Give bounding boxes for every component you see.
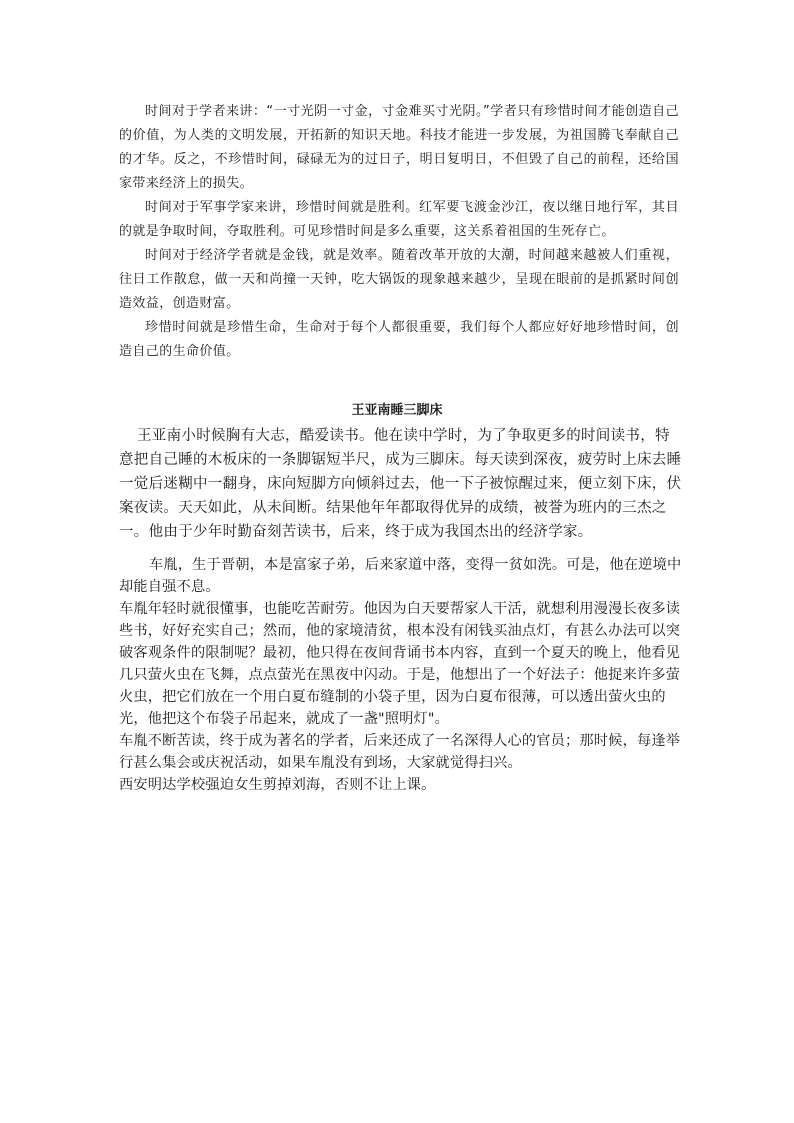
che-yin-paragraph-scholar: 车胤不断苦读，终于成为著名的学者，后来还成了一名深得人心的官员；那时候，每逢举行甚么集会或庆祝活动，如果车胤没有到场，大家就觉得扫兴。 bbox=[119, 733, 681, 771]
essay-paragraph-conclusion: 珍惜时间就是珍惜生命，生命对于每个人都很重要，我们每个人都应好好地珍惜时间，创造自己的生命价值。 bbox=[119, 320, 679, 359]
essay-paragraph-economists: 时间对于经济学者就是金钱，就是效率。随着改革开放的大潮，时间越来越被人们重视，往日工作散怠，做一天和尚撞一天钟，吃大锅饭的现象越来越少，呈现在眼前的是抓紧时间创造效益，创造财富。 bbox=[119, 248, 679, 311]
che-yin-paragraph-fireflies: 车胤年轻时就很懂事，也能吃苦耐劳。他因为白天要帮家人干活，就想利用漫漫长夜多读些书，好好充实自己；然而，他的家境清贫，根本没有闲钱买油点灯，有甚么办法可以突破客观条件的限制呢？最初，他只得在夜间背诵书本内容，直到一个夏天的晚上，他看见几只萤火虫在飞舞，点点萤光在黑夜中闪动。于是，他想出了一个好法子：他捉来许多萤火虫，把它们放在一个用白夏布缝制的小袋子里，因为白夏布很薄，可以透出萤火虫的光，他把这个布袋子吊起来，就成了一盏"照明灯"。 bbox=[119, 601, 681, 727]
essay-paragraph-military: 时间对于军事学家来讲，珍惜时间就是胜利。红军要飞渡金沙江，夜以继日地行军，其目的就是争取时间，夺取胜利。可见珍惜时间是多么重要，这关系着祖国的生死存亡。 bbox=[119, 200, 679, 239]
essay-paragraph-scholars: 时间对于学者来讲：“一寸光阴一寸金，寸金难买寸光阴。”学者只有珍惜时间才能创造自己的价值，为人类的文明发展，开拓新的知识天地。科技才能进一步发展，为祖国腾飞奉献自己的才华。反之，不珍惜时间，碌碌无为的过日子，明日复明日，不但毁了自己的前程，还给国家带来经济上的损失。 bbox=[119, 104, 679, 191]
story-title: 王亚南睡三脚床 bbox=[351, 403, 443, 418]
che-yin-paragraph-intro: 车胤，生于晋朝，本是富家子弟，后来家道中落，变得一贫如洗。可是，他在逆境中却能自强不息。 bbox=[119, 557, 682, 595]
story-wang-yanan bbox=[119, 424, 684, 544]
news-line: 西安明达学校强迫女生剪掉刘海，否则不让上课。 bbox=[119, 777, 436, 793]
story-paragraph: 王亚南小时候胸有大志，酷爱读书。他在读中学时，为了争取更多的时间读书，特意把自己睡的木板床的一条脚锯短半尺，成为三脚床。每天读到深夜，疲劳时上床去睡一觉后迷糊中一翻身，床向短脚方向倾斜过去，他一下子被惊醒过来，便立刻下床，伏案夜读。天天如此，从未间断。结果他年年都取得优异的成绩，被誉为班内的三杰之一。他由于少年时勤奋刻苦读书，后来，终于成为我国杰出的经济学家。 bbox=[119, 428, 682, 540]
story-che-yin bbox=[119, 554, 687, 796]
essay-cherish-time bbox=[119, 100, 679, 364]
